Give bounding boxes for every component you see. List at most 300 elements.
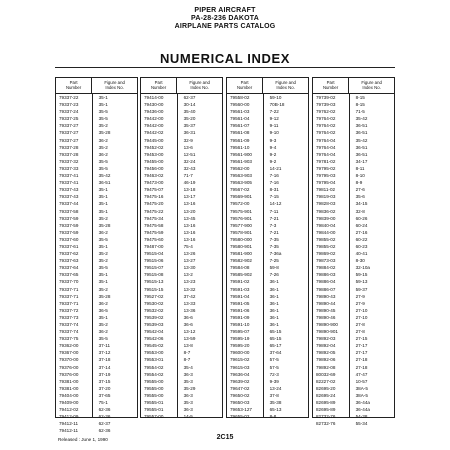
- part-number: 79855-02: [316, 236, 336, 242]
- part-number: 79436-00: [144, 109, 164, 115]
- part-number: 79890-46: [316, 314, 336, 320]
- figure-index: 55-34: [355, 421, 368, 427]
- part-number: 79337-41: [59, 173, 79, 179]
- part-number: 79515-06: [144, 258, 164, 264]
- figure-index: 60-26: [355, 215, 368, 221]
- part-number: 79412-11: [59, 421, 79, 427]
- table-row: [141, 94, 222, 101]
- figure-index: 7-16: [269, 180, 279, 186]
- figure-index: 27-18: [355, 357, 368, 363]
- part-number: 79892-05: [316, 350, 336, 356]
- table-row: [141, 328, 222, 335]
- figure-index: 27-16: [355, 229, 368, 235]
- part-number: 79337-62: [59, 251, 79, 257]
- table-row: [56, 186, 137, 193]
- figure-index: 13-12: [183, 329, 196, 335]
- figure-index: 35-5: [98, 158, 108, 164]
- part-number: 79563-903: [230, 173, 252, 179]
- figure-index: 8-15: [355, 102, 365, 108]
- part-number: 79337-27: [59, 123, 79, 129]
- table-row: [227, 406, 308, 413]
- figure-index: 9-3: [269, 137, 277, 143]
- part-number: 79839-00: [316, 215, 336, 221]
- table-row: [141, 151, 222, 158]
- table-row: [227, 243, 308, 250]
- release-date: Released : June 1, 1990: [58, 437, 108, 442]
- part-number: 82695-20: [316, 385, 336, 391]
- table-row: [227, 335, 308, 342]
- part-number: 79455-00: [144, 158, 164, 164]
- figure-index: 37-15: [98, 378, 111, 384]
- part-number: 79558-02: [230, 95, 250, 100]
- table-row: [313, 101, 394, 108]
- figure-index: 35-2: [98, 251, 108, 257]
- figure-index: 35-1: [98, 208, 108, 214]
- part-number: 79487-00: [144, 243, 164, 249]
- part-number: 79561-903: [230, 158, 252, 164]
- table-row: [227, 307, 308, 314]
- figure-index: 13-6: [183, 144, 193, 150]
- table-row: [141, 165, 222, 172]
- part-number: 79452-02: [144, 144, 164, 150]
- figure-index: 8-8: [269, 414, 277, 420]
- table-row: [141, 186, 222, 193]
- table-row: [141, 406, 222, 413]
- table-row: [313, 378, 394, 385]
- part-number: 79553-00: [144, 350, 164, 356]
- figure-index: 60-24: [355, 222, 368, 228]
- part-number-header: Part Number: [141, 78, 177, 93]
- part-number: 79580-901: [230, 243, 252, 249]
- figure-index: 65-13: [269, 407, 282, 413]
- figure-index: 27-17: [355, 343, 368, 349]
- table-row: [227, 364, 308, 371]
- part-number: 79527-02: [144, 293, 164, 299]
- figure-index: 62-36: [98, 428, 111, 434]
- table-row: [141, 413, 222, 420]
- figure-index: 13-23: [183, 279, 196, 285]
- figure-index: 32-8: [355, 208, 365, 214]
- figure-index: 59-37: [355, 286, 368, 292]
- figure-index: 36-2: [98, 300, 108, 306]
- part-number: 79381-00: [59, 385, 79, 391]
- table-row: [227, 151, 308, 158]
- part-number: 79819-03: [316, 194, 336, 200]
- part-number: 79337-27: [59, 130, 79, 136]
- part-number: 79585-902: [230, 272, 252, 278]
- part-number-header: Part Number: [313, 78, 349, 93]
- figure-index: 35-5: [98, 336, 108, 342]
- part-number: 79655-02: [230, 414, 250, 420]
- table-row: [141, 200, 222, 207]
- figure-index: 36-44a: [355, 407, 370, 413]
- table-row: [141, 278, 222, 285]
- figure-index: 36-1: [269, 293, 279, 299]
- figure-index: 36-1: [269, 322, 279, 327]
- figure-index: 13-59: [183, 336, 196, 342]
- table-row: [141, 179, 222, 186]
- figure-index: 57-5: [269, 364, 279, 370]
- part-number: 79442-00: [144, 123, 164, 129]
- part-number: 79639-02: [230, 378, 250, 384]
- figure-index: 36-2: [98, 151, 108, 157]
- figure-index: 35-1: [98, 187, 108, 193]
- figure-index: 8-7: [183, 357, 191, 363]
- part-number: 79576-901: [230, 215, 252, 221]
- table-row: [313, 137, 394, 144]
- figure-index: 9-2: [269, 158, 277, 164]
- part-number: 79890-44: [316, 300, 336, 306]
- part-number: 79884-02: [316, 265, 336, 271]
- table-row: [227, 371, 308, 378]
- part-number: 79414-00: [144, 95, 164, 100]
- table-row: [313, 385, 394, 392]
- figure-index: 7-36a: [269, 251, 282, 257]
- table-body: [227, 94, 308, 420]
- table-row: [227, 342, 308, 349]
- table-row: [227, 137, 308, 144]
- part-number: 79553-01: [144, 357, 164, 363]
- part-number: 79539-02: [144, 314, 164, 320]
- part-number: 79795-03: [316, 173, 336, 179]
- table-row: [227, 208, 308, 215]
- table-row: [227, 278, 308, 285]
- figure-index: 75-4: [183, 243, 193, 249]
- figure-index: 7-15: [269, 194, 279, 200]
- table-row: [56, 307, 137, 314]
- figure-index: 34-15: [355, 201, 368, 207]
- part-number: 79795-02: [316, 165, 336, 171]
- part-number: 79337-74: [59, 329, 79, 335]
- figure-index: 65-15: [269, 336, 282, 342]
- part-number: 79475-20: [144, 201, 164, 207]
- part-number: 79475-58: [144, 222, 164, 228]
- table-row: [56, 392, 137, 399]
- figure-index: 37-42: [183, 293, 196, 299]
- part-number: 79515-07: [144, 265, 164, 271]
- figure-index: 46-19: [183, 180, 196, 186]
- part-number: 79561-03: [230, 109, 250, 115]
- figure-index: 35-5: [98, 116, 108, 122]
- figure-index: 35-2: [98, 258, 108, 264]
- figure-index: 34-17: [355, 158, 368, 164]
- table-row: [313, 200, 394, 207]
- table-row: [141, 293, 222, 300]
- table-row: [56, 342, 137, 349]
- table-row: [313, 158, 394, 165]
- table-row: [56, 200, 137, 207]
- figure-index: 36-5: [98, 307, 108, 313]
- figure-index: 14-5: [183, 414, 193, 420]
- figure-index: 35-28: [98, 222, 111, 228]
- table-row: [141, 236, 222, 243]
- figure-index: 35-38: [269, 400, 282, 406]
- table-row: [56, 364, 137, 371]
- figure-index: 35-29: [183, 385, 196, 391]
- figure-index: 35-28: [98, 293, 111, 299]
- part-number: 79542-06: [144, 336, 164, 342]
- figure-index: 14-21: [269, 165, 282, 171]
- table-row: [313, 406, 394, 413]
- table-row: [56, 215, 137, 222]
- part-number: 79475-22: [144, 208, 164, 214]
- part-number: 79886-03: [316, 272, 336, 278]
- figure-index: 38A-5: [355, 385, 368, 391]
- figure-index: 13-24: [269, 385, 282, 391]
- table-row: [227, 413, 308, 420]
- table-row: [141, 385, 222, 392]
- table-row: [227, 321, 308, 328]
- table-row: [141, 371, 222, 378]
- figure-index: 35-20: [183, 116, 196, 122]
- page-title: NUMERICAL INDEX: [159, 51, 291, 66]
- part-number: 79764-04: [316, 144, 336, 150]
- table-row: [141, 364, 222, 371]
- table-row: [313, 300, 394, 307]
- figure-index: 36-51: [355, 144, 368, 150]
- table-row: [313, 335, 394, 342]
- part-number: 79337-72: [59, 307, 79, 313]
- figure-index: 35-40: [183, 109, 196, 115]
- table-row: [313, 129, 394, 136]
- part-number: 79811-02: [316, 187, 336, 193]
- figure-index: 37-64: [269, 350, 282, 356]
- figure-index: 36-6: [183, 314, 193, 320]
- table-row: [56, 293, 137, 300]
- table-row: [141, 172, 222, 179]
- figure-index: 62-37: [98, 421, 111, 427]
- part-number: 79890-43: [316, 293, 336, 299]
- table-row: [56, 264, 137, 271]
- part-number: 79337-24: [59, 109, 79, 115]
- index-table-1: [55, 77, 138, 434]
- table-row: [227, 250, 308, 257]
- figure-index: 36-44a: [355, 400, 370, 406]
- table-row: [56, 208, 137, 215]
- figure-index: 35-2: [98, 322, 108, 327]
- table-row: [313, 286, 394, 293]
- part-number: 79475-16: [144, 194, 164, 200]
- table-row: [313, 328, 394, 335]
- figure-index: 36-6: [183, 322, 193, 327]
- part-number: 79869-02: [316, 251, 336, 257]
- part-number: 79337-41: [59, 180, 79, 186]
- table-row: [313, 122, 394, 129]
- table-row: [313, 208, 394, 215]
- figure-index: 13-16: [183, 236, 196, 242]
- table-row: [313, 186, 394, 193]
- table-row: [56, 122, 137, 129]
- part-number: 79591-02: [230, 279, 250, 285]
- table-row: [56, 193, 137, 200]
- figure-index: 60-22: [355, 236, 368, 242]
- figure-index: 36-51: [355, 151, 368, 157]
- part-number: 79337-63: [59, 258, 79, 264]
- figure-index: 8-7: [183, 350, 191, 356]
- figure-index: 35-2: [98, 215, 108, 221]
- table-row: [227, 172, 308, 179]
- catalog-header-title: AIRPLANE PARTS CATALOG: [174, 23, 276, 30]
- part-number: 79370-00: [59, 357, 79, 363]
- table-row: [313, 115, 394, 122]
- figure-index: 36-1: [269, 314, 279, 320]
- table-row: [56, 165, 137, 172]
- figure-index: 14-12: [269, 201, 282, 207]
- figure-index: 27-18: [355, 364, 368, 370]
- title-underline: [55, 67, 395, 68]
- table-row: [227, 165, 308, 172]
- part-number: 79337-32: [59, 158, 79, 164]
- part-number: 79561-900: [230, 151, 252, 157]
- table-row: [227, 158, 308, 165]
- part-number: 79409-00: [59, 400, 79, 406]
- figure-index: 13-36: [183, 307, 196, 313]
- table-row: [56, 371, 137, 378]
- part-number: 79580-000: [230, 236, 252, 242]
- part-number: 79337-33: [59, 165, 79, 171]
- index-table-2: [140, 77, 223, 418]
- figure-index: 60-23: [355, 243, 368, 249]
- part-number: 79532-02: [144, 307, 164, 313]
- part-number: 79595-07: [230, 329, 250, 335]
- part-number: 79463-02: [144, 173, 164, 179]
- table-row: [56, 101, 137, 108]
- figure-index: 13-16: [183, 201, 196, 207]
- figure-index: 36-1: [269, 286, 279, 292]
- table-row: [141, 144, 222, 151]
- figure-index: 9-10: [269, 130, 279, 136]
- table-row: [56, 378, 137, 385]
- part-number: 79515-15: [144, 286, 164, 292]
- part-number: 82227-02: [316, 378, 336, 384]
- part-number: 79636-04: [230, 371, 250, 377]
- table-row: [141, 229, 222, 236]
- figure-index: 35-5: [98, 265, 108, 271]
- figure-index: 7-26: [269, 272, 279, 278]
- part-number: 79892-06: [316, 357, 336, 363]
- part-number: 79442-02: [144, 130, 164, 136]
- table-row: [313, 293, 394, 300]
- catalog-header-company: PIPER AIRCRAFT: [194, 7, 256, 14]
- part-number: 79542-04: [144, 329, 164, 335]
- part-number: 79615-03: [230, 364, 250, 370]
- part-number: 79591-10: [230, 322, 250, 327]
- table-row: [227, 186, 308, 193]
- figure-index: 35-6: [355, 194, 365, 200]
- part-number: 79764-02: [316, 130, 336, 136]
- figure-index: 35-2: [98, 144, 108, 150]
- part-number: 79453-00: [144, 151, 164, 157]
- table-body: [313, 94, 394, 427]
- table-row: [56, 300, 137, 307]
- part-number: 79581-900: [230, 251, 252, 257]
- figure-index: 36-2: [98, 329, 108, 335]
- figure-index: 36-1: [269, 279, 279, 285]
- part-number: 79600-00: [230, 350, 250, 356]
- figure-index: 35-28: [98, 130, 111, 136]
- figure-index: 37-14: [98, 364, 111, 370]
- figure-index: 13-26: [183, 251, 196, 257]
- figure-index: 40-41: [355, 251, 368, 257]
- table-row: [313, 392, 394, 399]
- part-number: 79567-02: [230, 187, 250, 193]
- figure-index-header: Figure and Index No.: [189, 80, 210, 90]
- table-row: [56, 158, 137, 165]
- part-number: 79577-900: [230, 222, 252, 228]
- figure-index: 8-11: [355, 165, 365, 171]
- table-row: [227, 144, 308, 151]
- figure-index: 37-20: [98, 385, 111, 391]
- figure-index: 8-10: [355, 173, 365, 179]
- figure-index: 59-8: [269, 265, 279, 271]
- figure-index: 36-2: [98, 229, 108, 235]
- part-number: 79739-02: [316, 95, 336, 100]
- figure-index: 62-36: [98, 414, 111, 420]
- figure-index: 37-12: [98, 350, 111, 356]
- part-number: 79886-04: [316, 279, 336, 285]
- table-row: [56, 250, 137, 257]
- figure-index: 9-39: [269, 378, 279, 384]
- part-number: 79561-08: [230, 130, 250, 136]
- part-number: 79475-34: [144, 215, 164, 221]
- table-row: [227, 108, 308, 115]
- part-number: 79337-28: [59, 151, 79, 157]
- table-row: [313, 151, 394, 158]
- figure-index-header: Figure and Index No.: [275, 80, 296, 90]
- part-number: 79647-02: [230, 385, 250, 391]
- table-row: [56, 108, 137, 115]
- table-row: [227, 264, 308, 271]
- table-row: [227, 356, 308, 363]
- part-number: 79337-71: [59, 293, 79, 299]
- figure-index-header: Figure and Index No.: [104, 80, 125, 90]
- part-number: 82695-89: [316, 400, 336, 406]
- part-number: 79764-02: [316, 123, 336, 129]
- table-row: [313, 321, 394, 328]
- figure-index: 35-5: [98, 109, 108, 115]
- table-row: [56, 137, 137, 144]
- figure-index: 65-17: [269, 343, 282, 349]
- figure-index: 72-3: [269, 371, 279, 377]
- table-row: [227, 236, 308, 243]
- table-row: [141, 115, 222, 122]
- table-row: [227, 179, 308, 186]
- figure-index: 35-1: [98, 194, 108, 200]
- part-number: 79337-25: [59, 116, 79, 122]
- part-number: 79563-905: [230, 180, 252, 186]
- figure-index: 32-43: [183, 165, 196, 171]
- figure-index: 70B-18: [269, 102, 285, 108]
- part-number: 79337-71: [59, 286, 79, 292]
- figure-index: 54-38: [355, 414, 368, 420]
- part-number: 79337-22: [59, 95, 79, 100]
- figure-index: 57-5: [269, 357, 279, 363]
- figure-index: 7-16: [269, 173, 279, 179]
- figure-index: 10-57: [355, 378, 368, 384]
- table-row: [56, 222, 137, 229]
- part-number: 79539-03: [144, 322, 164, 327]
- table-row: [141, 342, 222, 349]
- part-number: 79591-09: [230, 314, 250, 320]
- part-number: 79561-10: [230, 144, 250, 150]
- table-row: [56, 349, 137, 356]
- table-row: [227, 392, 308, 399]
- table-row: [313, 108, 394, 115]
- figure-index: 27-9: [355, 300, 365, 306]
- part-number: 82695-89: [316, 407, 336, 413]
- table-row: [141, 257, 222, 264]
- table-row: [313, 236, 394, 243]
